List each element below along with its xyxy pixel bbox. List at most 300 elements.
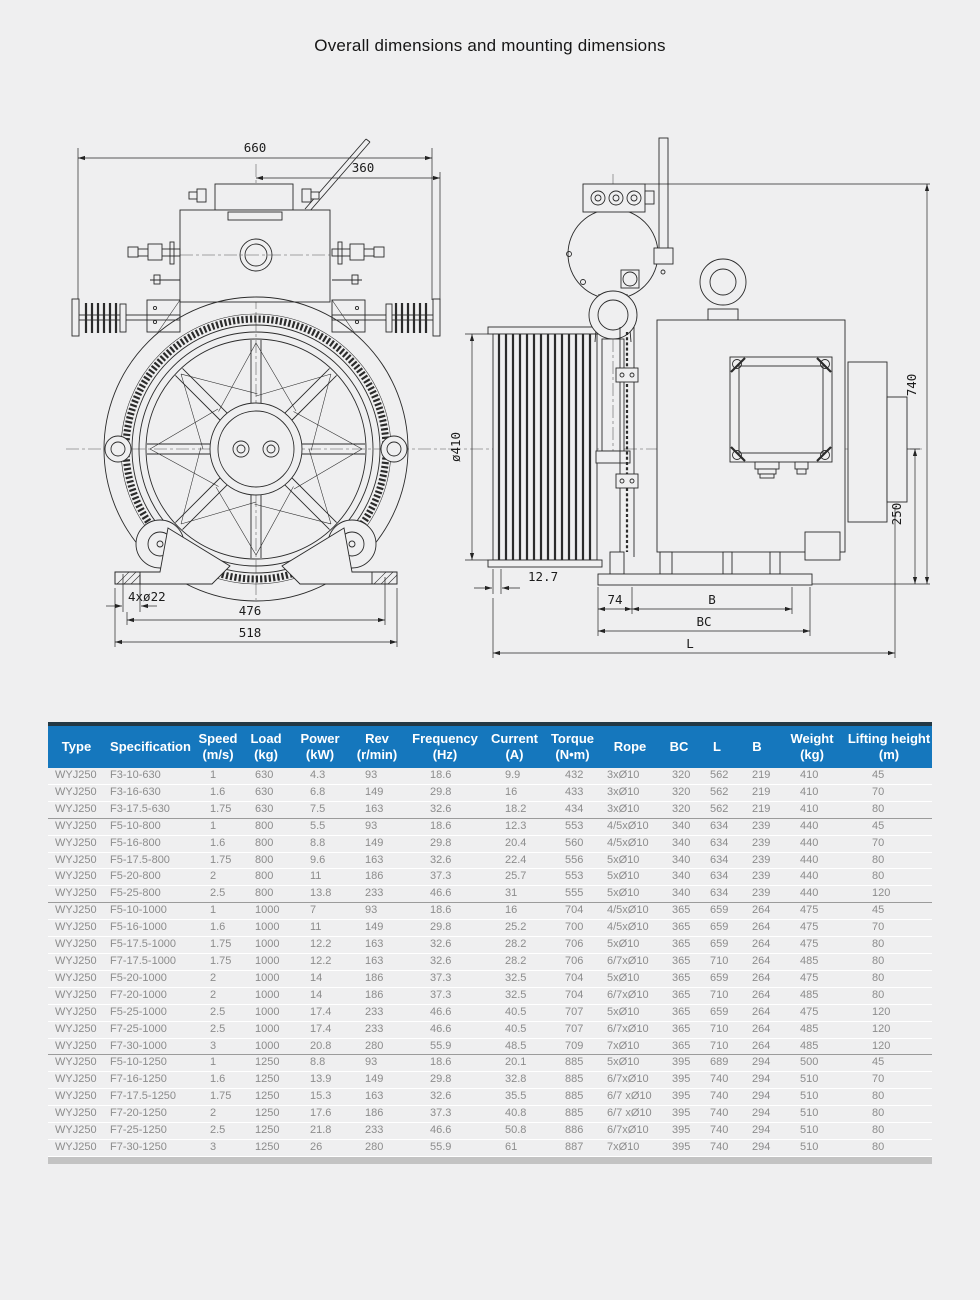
cell: 340: [672, 887, 691, 900]
table-row: [48, 953, 932, 970]
cell: WYJ250: [55, 1056, 97, 1069]
cell: F7-30-1250: [110, 1140, 167, 1153]
cell: 706: [565, 954, 584, 967]
cell: 485: [800, 1022, 819, 1035]
cell: 46.6: [430, 1005, 452, 1018]
col-header-weight: Weight (kg): [790, 731, 834, 762]
cell: WYJ250: [55, 971, 97, 984]
cell: 510: [800, 1107, 819, 1120]
cell: 740: [710, 1073, 729, 1086]
cell: 7xØ10: [607, 1140, 640, 1153]
table-row: [48, 1123, 932, 1140]
cell: 93: [365, 769, 378, 781]
cell: 659: [710, 921, 729, 934]
cell: WYJ250: [55, 1005, 97, 1018]
cell: 1: [210, 904, 217, 917]
cell: 634: [710, 870, 729, 883]
cell: 20.1: [505, 1056, 527, 1069]
dim-250-label: 250: [889, 502, 904, 526]
specification-table: [48, 722, 932, 1157]
cell: 20.8: [310, 1039, 332, 1052]
cell: 93: [365, 904, 378, 917]
cell: 556: [565, 853, 584, 866]
cell: 264: [752, 971, 771, 984]
cell: 61: [505, 1140, 518, 1153]
cell: 553: [565, 870, 584, 883]
cell: 634: [710, 887, 729, 900]
cell: F5-10-1000: [110, 904, 167, 917]
cell: 7.5: [310, 802, 326, 815]
cell: 510: [800, 1124, 819, 1137]
cell: 14: [310, 971, 323, 984]
cell: 18.6: [430, 769, 452, 781]
cell: 55.9: [430, 1039, 452, 1052]
dim-360-label: 360: [351, 160, 375, 175]
dim-4xd22-label: 4xø22: [128, 589, 166, 604]
cell: 14: [310, 988, 323, 1001]
cell: 35.5: [505, 1090, 527, 1103]
cell: 3: [210, 1039, 217, 1052]
cell: 6/7xØ10: [607, 1022, 649, 1035]
cell: 80: [872, 853, 885, 866]
cell: F3-17.5-630: [110, 802, 170, 815]
cell: 2: [210, 1107, 217, 1120]
cell: WYJ250: [55, 1090, 97, 1103]
col-header-load: Load (kg): [250, 731, 282, 762]
shaft-end: [848, 362, 907, 522]
cell: 634: [710, 836, 729, 849]
col-header-specification: Specification: [110, 739, 191, 755]
cell: 9.9: [505, 769, 521, 781]
cell: 32.6: [430, 1090, 452, 1103]
cell: 29.8: [430, 785, 452, 798]
cell: 11: [310, 870, 322, 883]
cell: 365: [672, 904, 691, 917]
cell: F7-25-1250: [110, 1124, 167, 1137]
cell: 4/5xØ10: [607, 921, 649, 934]
dim-sheave-diameter: [448, 334, 488, 560]
cell: WYJ250: [55, 1022, 97, 1035]
cell: 4/5xØ10: [607, 904, 649, 917]
cell: 93: [365, 1056, 378, 1069]
col-header-lifting-height: Lifting height (m): [847, 731, 931, 762]
cell: 800: [255, 870, 274, 883]
cell: 11: [310, 921, 322, 934]
cell: 80: [872, 870, 885, 883]
cell: 4/5xØ10: [607, 819, 649, 832]
cell: 885: [565, 1073, 584, 1086]
cell: 5xØ10: [607, 1056, 640, 1069]
cell: 510: [800, 1140, 819, 1153]
cell: 239: [752, 836, 771, 849]
cell: 163: [365, 802, 384, 815]
cell: 710: [710, 988, 729, 1001]
cell: 32.5: [505, 988, 527, 1001]
cell: F5-17.5-1000: [110, 938, 177, 951]
cell: 5.5: [310, 819, 326, 832]
cell: 264: [752, 938, 771, 951]
cell: 630: [255, 769, 274, 781]
cell: 120: [872, 887, 891, 900]
cell: 3xØ10: [607, 802, 640, 815]
cell: WYJ250: [55, 921, 97, 934]
cell: 294: [752, 1107, 771, 1120]
dim-74-label: 74: [607, 592, 623, 607]
cell: F7-30-1000: [110, 1039, 167, 1052]
cell: 365: [672, 971, 691, 984]
cell: 320: [672, 802, 691, 815]
cell: 433: [565, 785, 584, 798]
cell: 1.6: [210, 785, 226, 798]
cell: 163: [365, 853, 384, 866]
cell: 149: [365, 921, 384, 934]
cell: 1000: [255, 1039, 280, 1052]
cell: 5xØ10: [607, 887, 640, 900]
cell: 18.6: [430, 819, 452, 832]
cell: 659: [710, 1005, 729, 1018]
cell: 340: [672, 836, 691, 849]
cell: 710: [710, 954, 729, 967]
cell: 93: [365, 819, 378, 832]
table-row: [48, 1139, 932, 1156]
cell: 440: [800, 836, 819, 849]
cell: 45: [872, 769, 885, 781]
table-bottom-strip: [48, 1157, 932, 1164]
dim-groove-pitch: [474, 569, 558, 594]
cell: 659: [710, 971, 729, 984]
dim-d410-label: ø410: [448, 431, 463, 463]
cell: 163: [365, 1090, 384, 1103]
cell: 4/5xØ10: [607, 836, 649, 849]
cell: 29.8: [430, 921, 452, 934]
cell: 233: [365, 1022, 384, 1035]
cell: 555: [565, 887, 584, 900]
cell: 885: [565, 1090, 584, 1103]
col-header-torque: Torque (N•m): [550, 731, 595, 762]
cell: 149: [365, 836, 384, 849]
cell: 28.2: [505, 938, 527, 951]
cell: 800: [255, 836, 274, 849]
cell: 46.6: [430, 1022, 452, 1035]
cell: 475: [800, 971, 819, 984]
cell: 1250: [255, 1056, 280, 1069]
cell: F5-20-1000: [110, 971, 167, 984]
cell: 395: [672, 1090, 691, 1103]
cell: F7-17.5-1000: [110, 954, 177, 967]
cell: 294: [752, 1073, 771, 1086]
cell: 1.75: [210, 853, 232, 866]
cell: 149: [365, 1073, 384, 1086]
cell: 707: [565, 1022, 584, 1035]
cell: 553: [565, 819, 584, 832]
table-row: [48, 937, 932, 954]
cell: 6.8: [310, 785, 326, 798]
cell: 365: [672, 1039, 691, 1052]
table-body: [48, 768, 932, 1156]
dim-l-label: L: [686, 636, 694, 651]
cell: WYJ250: [55, 802, 97, 815]
table-row: [48, 1055, 932, 1072]
cell: WYJ250: [55, 836, 97, 849]
cell: 37.3: [430, 971, 452, 984]
cell: 45: [872, 1056, 885, 1069]
cell: 46.6: [430, 887, 452, 900]
cell: 634: [710, 819, 729, 832]
cell: 7: [310, 904, 317, 917]
cell: F3-10-630: [110, 769, 161, 781]
table-row: [48, 903, 932, 920]
cell: 8.8: [310, 1056, 326, 1069]
cell: 1.75: [210, 954, 232, 967]
brake-terminal-strip: [583, 184, 654, 212]
cell: 280: [365, 1140, 384, 1153]
cell: F7-25-1000: [110, 1022, 167, 1035]
cell: 40.8: [505, 1107, 527, 1120]
cell: 70: [872, 785, 885, 798]
page-title: Overall dimensions and mounting dimensions: [314, 36, 666, 55]
cell: 233: [365, 887, 384, 900]
cell: 485: [800, 988, 819, 1001]
cell: F5-25-1000: [110, 1005, 167, 1018]
cell: 500: [800, 1056, 819, 1069]
cell: 395: [672, 1140, 691, 1153]
cell: 25.7: [505, 870, 527, 883]
cell: 740: [710, 1107, 729, 1120]
cell: 704: [565, 971, 584, 984]
cell: F5-16-800: [110, 836, 161, 849]
cell: 340: [672, 853, 691, 866]
cell: 7xØ10: [607, 1039, 640, 1052]
cell: 706: [565, 938, 584, 951]
cell: 233: [365, 1124, 384, 1137]
cell: F7-17.5-1250: [110, 1090, 177, 1103]
cell: 410: [800, 802, 819, 815]
table-row: [48, 1089, 932, 1106]
cell: 6/7xØ10: [607, 1073, 649, 1086]
cell: 659: [710, 904, 729, 917]
cell: 2: [210, 870, 217, 883]
cell: 440: [800, 870, 819, 883]
cell: 800: [255, 853, 274, 866]
cell: 1250: [255, 1073, 280, 1086]
cell: 1.6: [210, 836, 226, 849]
cell: 1: [210, 819, 217, 832]
cell: 264: [752, 1022, 771, 1035]
cell: 434: [565, 802, 584, 815]
cell: 26: [310, 1140, 323, 1153]
cell: 18.6: [430, 1056, 452, 1069]
cell: 710: [710, 1022, 729, 1035]
cell: 1250: [255, 1124, 280, 1137]
cell: 80: [872, 1107, 885, 1120]
cell: 37.3: [430, 988, 452, 1001]
cell: WYJ250: [55, 938, 97, 951]
cell: 887: [565, 1140, 584, 1153]
cell: 1.6: [210, 921, 226, 934]
cell: 9.6: [310, 853, 326, 866]
cell: 264: [752, 904, 771, 917]
cell: 562: [710, 802, 729, 815]
cell: 475: [800, 1005, 819, 1018]
table-row: [48, 987, 932, 1004]
col-header-l: L: [713, 739, 721, 755]
cell: 45: [872, 904, 885, 917]
cell: 2.5: [210, 887, 226, 900]
cell: 28.2: [505, 954, 527, 967]
cell: 32.6: [430, 954, 452, 967]
cell: 20.4: [505, 836, 527, 849]
table-row: [48, 920, 932, 937]
cell: 294: [752, 1124, 771, 1137]
traction-sheave: [488, 327, 602, 567]
cell: 46.6: [430, 1124, 452, 1137]
cell: 340: [672, 870, 691, 883]
table-row: [48, 1004, 932, 1021]
dim-b-label: B: [708, 592, 716, 607]
table-row: [48, 1021, 932, 1038]
dim-12-7-label: 12.7: [528, 569, 559, 584]
cell: 3: [210, 1140, 217, 1153]
cell: 70: [872, 921, 885, 934]
cell: F5-25-800: [110, 887, 161, 900]
cell: 485: [800, 954, 819, 967]
cell: F5-10-1250: [110, 1056, 167, 1069]
cell: WYJ250: [55, 785, 97, 798]
cell: 885: [565, 1107, 584, 1120]
cell: 163: [365, 954, 384, 967]
cell: 1000: [255, 1005, 280, 1018]
cell: 634: [710, 853, 729, 866]
cell: 2: [210, 971, 217, 984]
cell: 294: [752, 1056, 771, 1069]
cell: 740: [710, 1124, 729, 1137]
cell: 239: [752, 887, 771, 900]
cell: WYJ250: [55, 988, 97, 1001]
cell: 1.75: [210, 802, 232, 815]
col-header-rope: Rope: [613, 739, 647, 755]
cell: 630: [255, 802, 274, 815]
cell: 709: [565, 1039, 584, 1052]
cell: 704: [565, 904, 584, 917]
table-row: [48, 835, 932, 852]
cell: 55.9: [430, 1140, 452, 1153]
cell: 239: [752, 870, 771, 883]
cell: 432: [565, 769, 584, 781]
cell: 1250: [255, 1090, 280, 1103]
col-header-b: B: [752, 739, 762, 755]
cell: 37.3: [430, 870, 452, 883]
cell: 800: [255, 887, 274, 900]
dim-660-label: 660: [243, 140, 267, 155]
cell: 31: [505, 887, 518, 900]
cell: 18.2: [505, 802, 527, 815]
cell: 4.3: [310, 769, 326, 781]
cell: 5xØ10: [607, 853, 640, 866]
cell: 280: [365, 1039, 384, 1052]
cell: 1000: [255, 988, 280, 1001]
cell: 1000: [255, 1022, 280, 1035]
cell: WYJ250: [55, 1140, 97, 1153]
machine-housing: [180, 210, 330, 302]
table-row: [48, 886, 932, 903]
dim-740-label: 740: [904, 373, 919, 397]
cell: 5xØ10: [607, 971, 640, 984]
cell: 365: [672, 921, 691, 934]
cell: 15.3: [310, 1090, 332, 1103]
cell: 8.8: [310, 836, 326, 849]
cell: 239: [752, 853, 771, 866]
cell: 13.8: [310, 887, 332, 900]
cell: 12.2: [310, 954, 332, 967]
cell: 219: [752, 802, 771, 815]
cell: 16: [505, 904, 518, 917]
cell: 80: [872, 1140, 885, 1153]
cell: 2.5: [210, 1022, 226, 1035]
cell: 510: [800, 1090, 819, 1103]
cell: 120: [872, 1022, 891, 1035]
cell: 562: [710, 769, 729, 781]
cell: 80: [872, 802, 885, 815]
cell: 186: [365, 1107, 384, 1120]
cell: 239: [752, 819, 771, 832]
cell: WYJ250: [55, 1073, 97, 1086]
col-header-current: Current (A): [491, 731, 538, 762]
cell: 80: [872, 1090, 885, 1103]
col-header-frequency: Frequency (Hz): [412, 731, 478, 762]
cell: 395: [672, 1107, 691, 1120]
table-row: [48, 818, 932, 835]
cell: 320: [672, 785, 691, 798]
table-row: [48, 784, 932, 801]
cell: 395: [672, 1073, 691, 1086]
cell: 294: [752, 1090, 771, 1103]
cell: 6/7xØ10: [607, 1124, 649, 1137]
cell: 219: [752, 769, 771, 781]
cell: 48.5: [505, 1039, 527, 1052]
cell: 70: [872, 836, 885, 849]
cell: 45: [872, 819, 885, 832]
cell: 80: [872, 1124, 885, 1137]
cell: 18.6: [430, 904, 452, 917]
cell: 485: [800, 1039, 819, 1052]
cell: WYJ250: [55, 1039, 97, 1052]
cell: WYJ250: [55, 954, 97, 967]
cell: 440: [800, 819, 819, 832]
cell: 440: [800, 853, 819, 866]
cell: 740: [710, 1140, 729, 1153]
cell: 186: [365, 971, 384, 984]
cell: 264: [752, 988, 771, 1001]
cell: F5-17.5-800: [110, 853, 170, 866]
cell: 264: [752, 921, 771, 934]
cell: 3xØ10: [607, 785, 640, 798]
col-header-power: Power (kW): [300, 731, 340, 762]
cell: 25.2: [505, 921, 527, 934]
cell: 22.4: [505, 853, 527, 866]
cell: 560: [565, 836, 584, 849]
cell: 32.6: [430, 802, 452, 815]
cell: 340: [672, 819, 691, 832]
cell: 29.8: [430, 836, 452, 849]
dim-476-label: 476: [238, 603, 262, 618]
cell: 440: [800, 887, 819, 900]
cell: 233: [365, 1005, 384, 1018]
cell: 395: [672, 1124, 691, 1137]
cell: F7-16-1250: [110, 1073, 167, 1086]
cell: 1.75: [210, 938, 232, 951]
cell: 710: [710, 1039, 729, 1052]
cell: 1: [210, 1056, 217, 1069]
